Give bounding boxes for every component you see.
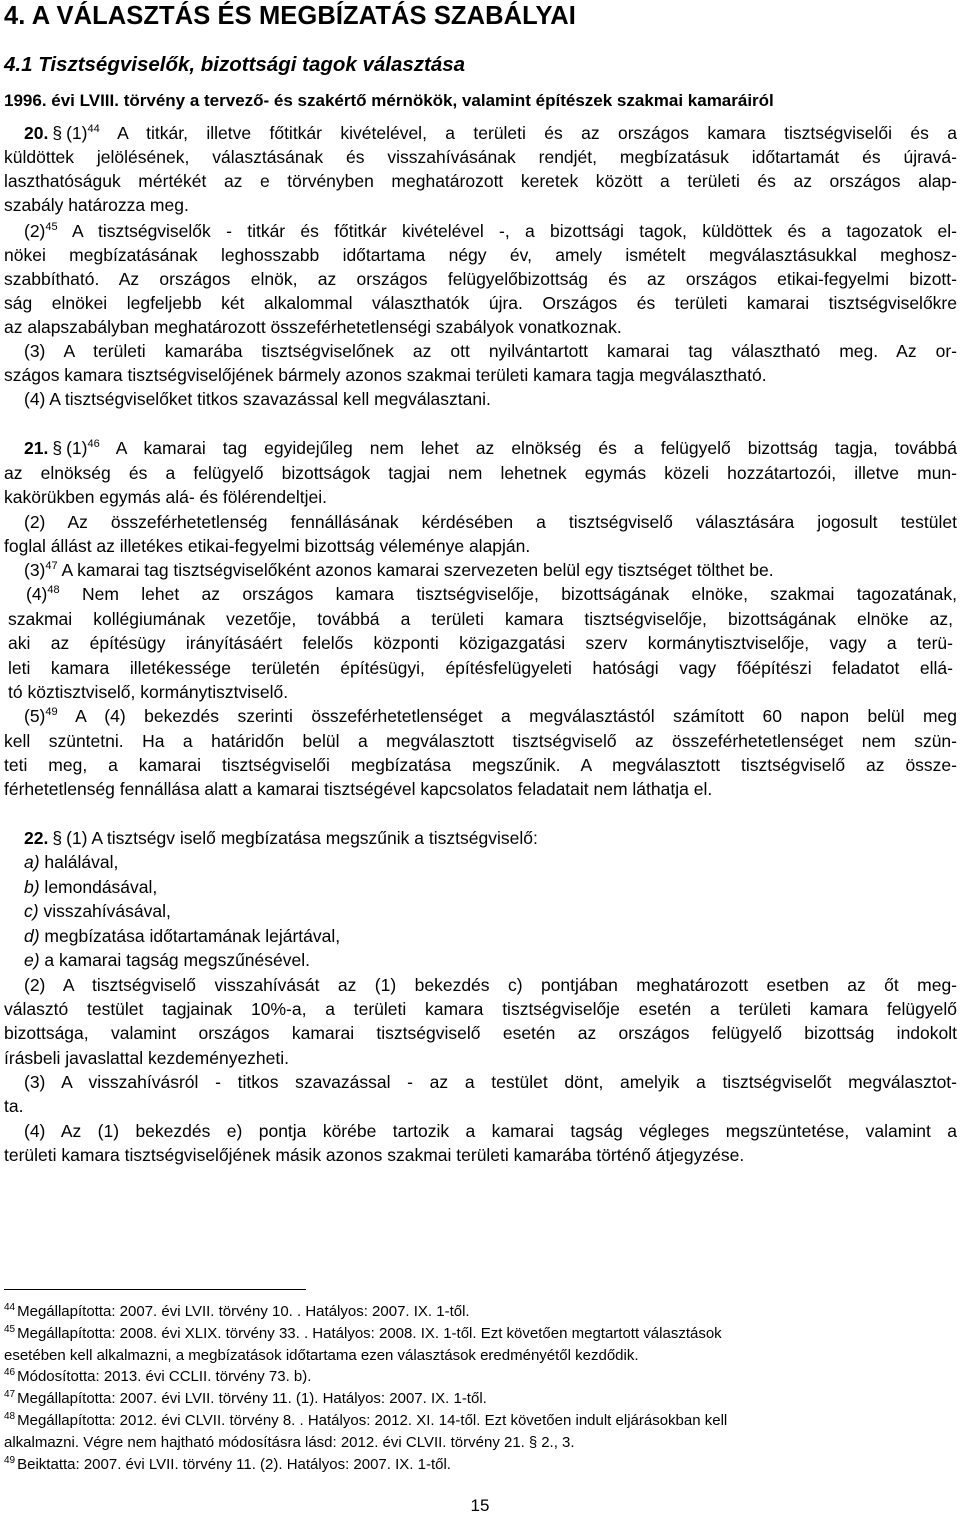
s21-p1-line-3: kakörükben egymás alá- és fölérendeltjei. xyxy=(4,487,327,507)
s20-p2-prefix: (2) xyxy=(24,221,46,241)
s20-p3-line-2: szágos kamara tisztségviselőjének bármely azonos szakmai területi kamara tagja megválasztható. xyxy=(4,365,767,385)
s21-p1-line-1 xyxy=(4,436,957,460)
page-number: 15 xyxy=(470,1496,490,1515)
section-sign: § xyxy=(52,438,63,458)
s21-p3-text: A kamarai tag tisztségviselőként azonos kamarai szervezeten belül egy tisztséget tölthet be. xyxy=(61,560,774,580)
s21-p1-prefix: (1) xyxy=(66,438,88,458)
chapter-heading: 4. A VÁLASZTÁS ÉS MEGBÍZATÁS SZABÁLYAI xyxy=(4,2,576,30)
footnote-45 xyxy=(4,1324,957,1344)
s22-p2-text: (2) A tisztségviselő visszahívását az (1) bekezdés c) pontjában meghatározott esetben az őt meg- xyxy=(24,975,957,995)
s20-p1-line-2: küldöttek jelölésének, választásának és visszahívásának rendjét, megbízatásuk időtartamát és újravá- xyxy=(4,147,957,167)
s22-p3-text: (3) A visszahívásról - titkos szavazással - az a testület dönt, amelyik a tisztségviselőt megválasztot- xyxy=(24,1072,957,1092)
s22-item-c xyxy=(24,899,960,923)
section-sign: § xyxy=(528,1434,538,1451)
s21-p3-line-1 xyxy=(4,558,957,582)
s21-p4-line-5: tó köztisztviselő, kormánytisztviselő. xyxy=(8,682,289,702)
footnote-48 xyxy=(4,1411,957,1431)
s22-p4-text: (4) Az (1) bekezdés e) pontja körébe tartozik a kamarai tagság végleges megszüntetése, valamint a xyxy=(24,1121,957,1141)
item-letter: d) xyxy=(24,926,40,946)
section-sign: § xyxy=(52,828,63,848)
item-text: megbízatása időtartamának lejártával, xyxy=(39,926,341,946)
s22-p2-line-2: választó testület tagjainak 10%-a, a területi kamara tisztségviselője esetén a területi kamara felügyelő xyxy=(4,999,957,1019)
footnote-text: Módosította: 2013. évi CCLII. törvény 73. b). xyxy=(17,1368,312,1385)
s22-p3-line-1 xyxy=(4,1070,957,1094)
footnote-number: 48 xyxy=(4,1411,16,1422)
s21-p5-text: A (4) bekezdés szerinti összeférhetetlenséget a megválasztástól számított 60 napon belül meg xyxy=(75,706,957,726)
s20-p2-line-1 xyxy=(4,219,957,243)
s22-item-d xyxy=(24,924,960,948)
s20-p2-text: A tisztségviselők - titkár és főtitkár kivételével -, a bizottsági tagok, küldöttek és a tagozatok el- xyxy=(71,221,957,241)
s22-p2-line-1 xyxy=(4,973,957,997)
s21-p4-line-4: leti kamara illetékessége területén építésügyi, építésfelügyeleti hatósági vagy főépítészi feladatot ellá- xyxy=(8,658,953,678)
s22-p4-line-1 xyxy=(4,1119,957,1143)
item-text: halálával, xyxy=(39,852,119,872)
s22-label: 22. xyxy=(24,828,49,848)
s20-p2-line-5: az alapszabályban meghatározott összeférhetetlenségi szabályok vonatkoznak. xyxy=(4,317,622,337)
footnote-ref-47[interactable]: 47 xyxy=(45,560,58,573)
footnote-47 xyxy=(4,1389,957,1409)
item-text: visszahívásával, xyxy=(38,901,171,921)
section-sign: § xyxy=(52,123,63,143)
s20-p2-line-2: nökei megbízatásának leghosszabb időtartama négy év, amely ismételt megválasztásukkal meghosz- xyxy=(4,245,957,265)
item-letter: b) xyxy=(24,877,40,897)
s22-p1-text: (1) A tisztségv iselő megbízatása megszűnik a tisztségviselő: xyxy=(66,828,538,848)
footnote-ref-44[interactable]: 44 xyxy=(87,123,100,136)
footnote-44 xyxy=(4,1302,957,1322)
footnote-text: 2., 3. xyxy=(541,1434,575,1451)
s20-p4-text: (4) A tisztségviselőket titkos szavazással kell megválasztani. xyxy=(24,389,491,409)
s20-p1-prefix: (1) xyxy=(66,123,88,143)
footnote-separator xyxy=(4,1289,306,1290)
s21-p5-line-1 xyxy=(4,704,957,728)
item-letter: a) xyxy=(24,852,40,872)
s21-p4-line-1 xyxy=(4,582,957,606)
section-subheading: 4.1 Tisztségviselők, bizottsági tagok választása xyxy=(4,53,466,76)
item-text: a kamarai tagság megszűnésével. xyxy=(39,950,310,970)
item-text: lemondásával, xyxy=(39,877,158,897)
footnote-ref-46[interactable]: 46 xyxy=(87,438,100,451)
footnote-text: Megállapította: 2007. évi LVII. törvény 11. (1). Hatályos: 2007. IX. 1-től. xyxy=(17,1390,487,1407)
item-letter: c) xyxy=(24,901,39,921)
item-letter: e) xyxy=(24,950,40,970)
s20-p3-text: (3) A területi kamarába tisztségviselőnek az ott nyilvántartott kamarai tag választható meg. Az or- xyxy=(24,341,957,361)
footnote-number: 46 xyxy=(4,1367,16,1378)
footnote-number: 49 xyxy=(4,1455,16,1466)
s21-p3-prefix: (3) xyxy=(24,560,46,580)
footnote-ref-49[interactable]: 49 xyxy=(45,706,58,719)
s20-p1-line-3: laszthatóságuk mértékét az e törvényben meghatározott keretek között a területi és az országos alap- xyxy=(4,171,957,191)
s21-p5-line-2: kell szüntetni. Ha a határidőn belül a megválasztott tisztségviselő az összeférhetetlenséget nem szün- xyxy=(4,731,957,751)
s21-p4-line-3: aki az építésügy irányításáért felelős központi közigazgatási szerv kormánytisztviselője, vagy a terü- xyxy=(8,633,953,653)
s21-label: 21. xyxy=(24,438,49,458)
footnote-number: 45 xyxy=(4,1324,16,1335)
s22-item-a xyxy=(24,850,960,874)
footnote-48-cont xyxy=(4,1433,957,1453)
footnote-number: 44 xyxy=(4,1302,16,1313)
s22-item-e xyxy=(24,948,960,972)
footnote-45-cont: esetében kell alkalmazni, a megbízatások időtartama ezen választások eredményétől kezdődik. xyxy=(4,1347,639,1364)
s20-p1-text: A titkár, illetve főtitkár kivételével, a területi és az országos kamara tisztségviselői és a xyxy=(117,123,957,143)
s21-p4-prefix: (4) xyxy=(26,584,48,604)
s21-p1-text: A kamarai tag egyidejűleg nem lehet az elnökség és a felügyelő bizottság tagja, továbbá xyxy=(115,438,957,458)
s21-p1-line-2: az elnökség és a felügyelő bizottságok tagjai nem lehetnek egymás közeli hozzátartozói, illetve mun- xyxy=(4,463,957,483)
footnote-number: 47 xyxy=(4,1389,16,1400)
s20-p4-line-1 xyxy=(4,387,957,411)
s20-label: 20. xyxy=(24,123,49,143)
s22-p1-line-1 xyxy=(4,826,957,850)
s21-p5-prefix: (5) xyxy=(24,706,46,726)
s20-p1-line-1 xyxy=(4,121,957,145)
footnote-text: Megállapította: 2012. évi CLVII. törvény 8. . Hatályos: 2012. XI. 14-től. Ezt követően indult eljárásokban kell xyxy=(17,1412,728,1429)
s22-item-b xyxy=(24,875,960,899)
s20-p3-line-1 xyxy=(4,339,957,363)
s22-p3-line-2: ta. xyxy=(4,1096,24,1116)
footnote-text: Megállapította: 2007. évi LVII. törvény 10. . Hatályos: 2007. IX. 1-től. xyxy=(17,1303,470,1320)
law-title: 1996. évi LVIII. törvény a tervező- és szakértő mérnökök, valamint építészek szakmai kamaráiról xyxy=(4,91,774,110)
s20-p2-line-3: szabbítható. Az országos elnök, az országos felügyelőbizottság és az országos etikai-fegyelmi bizott- xyxy=(4,269,957,289)
s21-p5-line-4: férhetetlenség fennállása alatt a kamarai tisztségével kapcsolatos feladatait nem láthatja el. xyxy=(4,779,713,799)
s20-p2-line-4: ság elnökei legfeljebb két alkalommal választhatók újra. Országos és területi kamarai tisztségviselőkre xyxy=(4,293,957,313)
footnote-49 xyxy=(4,1455,957,1475)
footnote-text: Beiktatta: 2007. évi LVII. törvény 11. (2). Hatályos: 2007. IX. 1-től. xyxy=(17,1456,451,1473)
footnote-text: Megállapította: 2008. évi XLIX. törvény 33. . Hatályos: 2008. IX. 1-től. Ezt követően megtartott választások xyxy=(17,1325,722,1342)
s21-p2-text: (2) Az összeférhetetlenség fennállásának kérdésében a tisztségviselő választására jogosult testület xyxy=(24,512,957,532)
s22-p2-line-3: bizottsága, valamint országos kamarai tisztségviselő esetén az országos felügyelő bizottság indokolt xyxy=(4,1023,957,1043)
s22-p4-line-2: területi kamara tisztségviselőjének másik azonos szakmai területi kamarába történő átjegyzése. xyxy=(4,1145,745,1165)
s21-p4-line-2: szakmai kollégiumának vezetője, továbbá a területi kamara tisztségviselője, bizottságának elnöke az, xyxy=(8,609,953,629)
footnote-ref-45[interactable]: 45 xyxy=(45,221,58,234)
s22-p2-line-4: írásbeli javaslattal kezdeményezheti. xyxy=(4,1048,290,1068)
s20-p1-line-4: szabály határozza meg. xyxy=(4,195,189,215)
footnote-ref-48[interactable]: 48 xyxy=(47,584,60,597)
footnote-text: alkalmazni. Végre nem hajtható módosításra lásd: 2012. évi CLVII. törvény 21. xyxy=(4,1434,525,1451)
s21-p5-line-3: teti meg, a kamarai tisztségviselői megbízatása megszűnik. A megválasztott tisztségviselő az össze- xyxy=(4,755,957,775)
footnote-46 xyxy=(4,1367,957,1387)
s21-p4-text: Nem lehet az országos kamara tisztségviselője, bizottságának elnöke, szakmai tagozatának, xyxy=(81,584,957,604)
s21-p2-line-1 xyxy=(4,510,957,534)
s21-p2-line-2: foglal állást az illetékes etikai-fegyelmi bizottság véleménye alapján. xyxy=(4,536,531,556)
